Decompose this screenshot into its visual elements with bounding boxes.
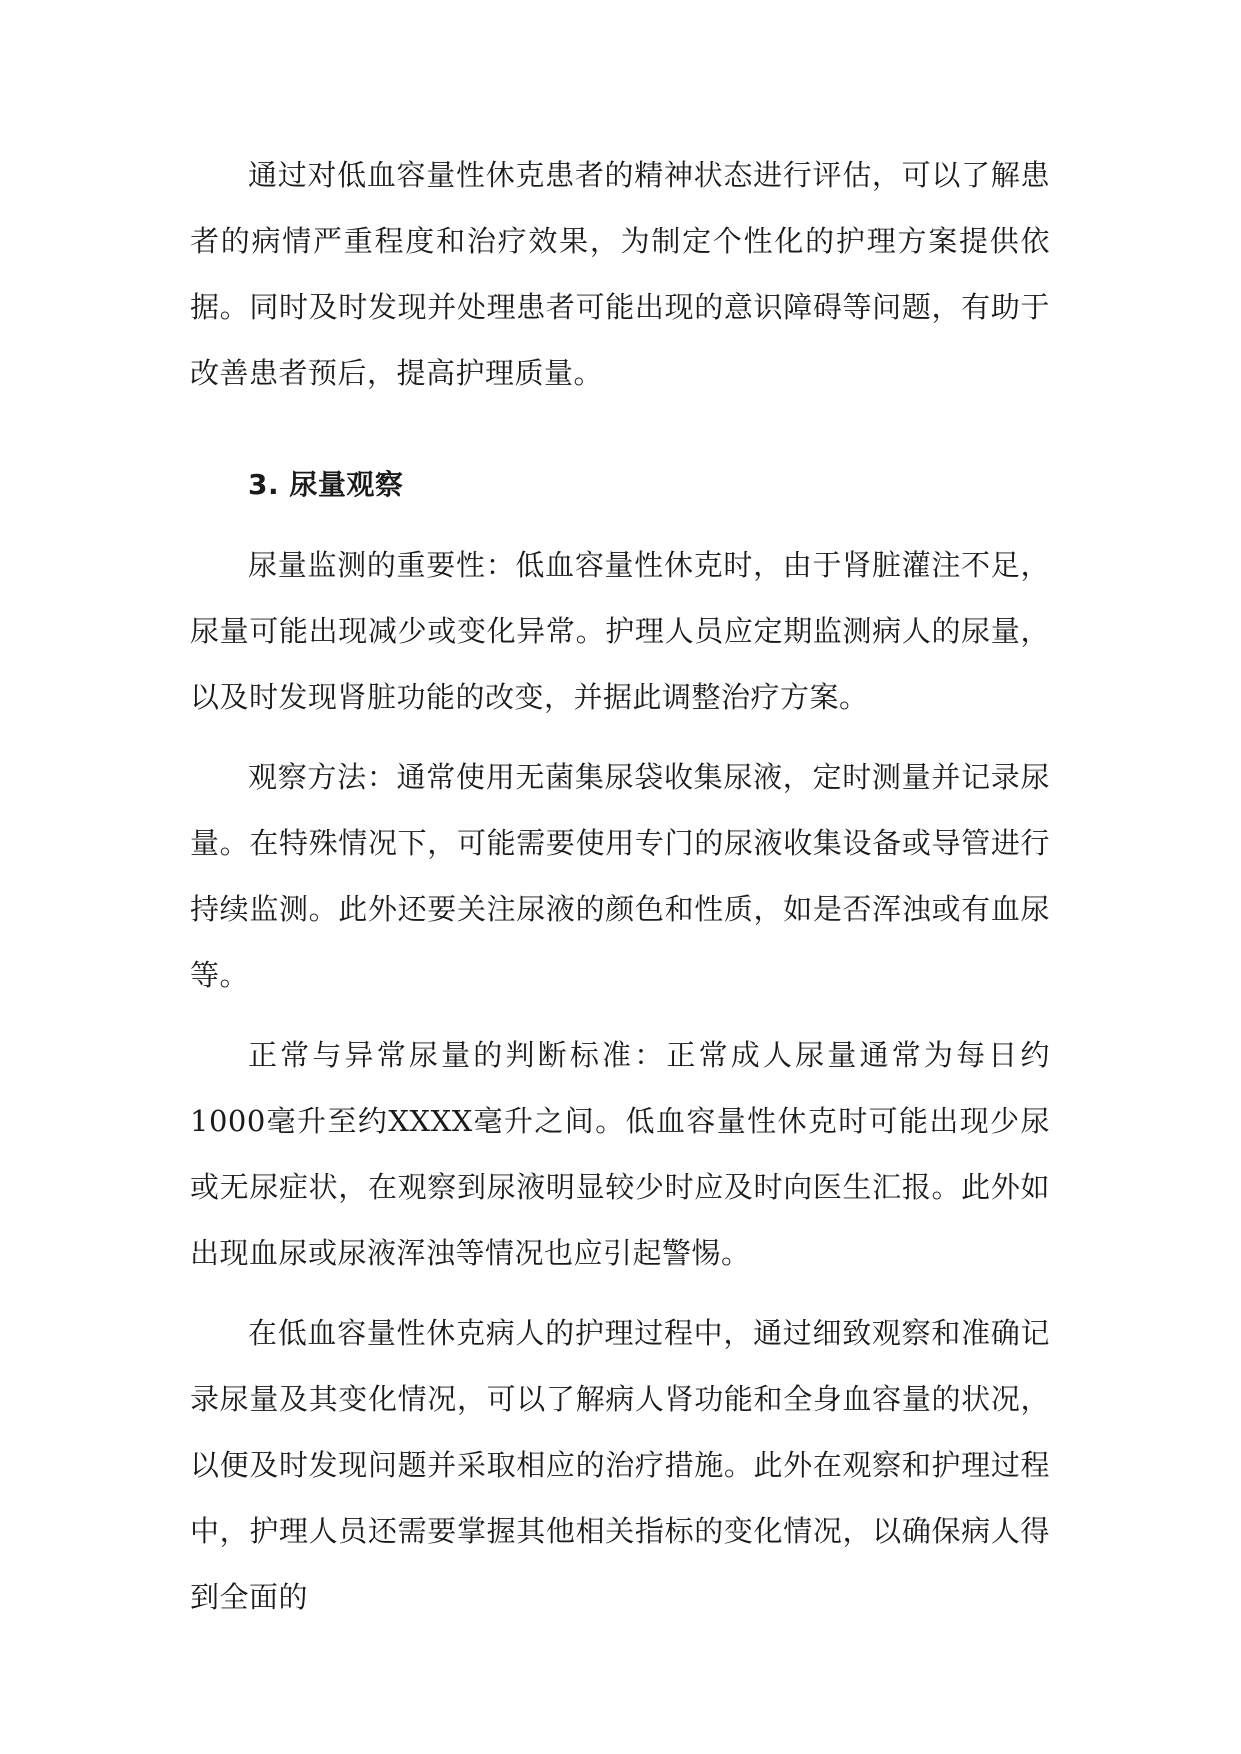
paragraph-observation-method: 观察方法：通常使用无菌集尿袋收集尿液，定时测量并记录尿量。在特殊情况下，可能需要使用专门的尿液收集设备或导管进行持续监测。此外还要关注尿液的颜色和性质，如是否浑浊或有血尿等。: [190, 760, 1050, 992]
section-heading: 3. 尿量观察: [248, 468, 404, 501]
intro-paragraph: 通过对低血容量性休克患者的精神状态进行评估，可以了解患者的病情严重程度和治疗效果，为制定个性化的护理方案提供依据。同时及时发现并处理患者可能出现的意识障碍等问题，有助于改善患者预后，提高护理质量。: [190, 158, 1050, 390]
paragraph-normal-abnormal: 正常与异常尿量的判断标准：正常成人尿量通常为每日约1000毫升至约XXXX毫升之间。低血容量性休克时可能出现少尿或无尿症状，在观察到尿液明显较少时应及时向医生汇报。此外如出现血尿或尿液浑浊等情况也应引起警惕。: [190, 1038, 1050, 1270]
paragraph-nursing-process: 在低血容量性休克病人的护理过程中，通过细致观察和准确记录尿量及其变化情况，可以了解病人肾功能和全身血容量的状况，以便及时发现问题并采取相应的治疗措施。此外在观察和护理过程中，护理人员还需要掌握其他相关指标的变化情况，以确保病人得到全面的: [190, 1316, 1050, 1614]
paragraph-urine-importance: 尿量监测的重要性：低血容量性休克时，由于肾脏灌注不足，尿量可能出现减少或变化异常。护理人员应定期监测病人的尿量，以及时发现肾脏功能的改变，并据此调整治疗方案。: [190, 548, 1050, 714]
document-body: [190, 142, 1050, 1644]
